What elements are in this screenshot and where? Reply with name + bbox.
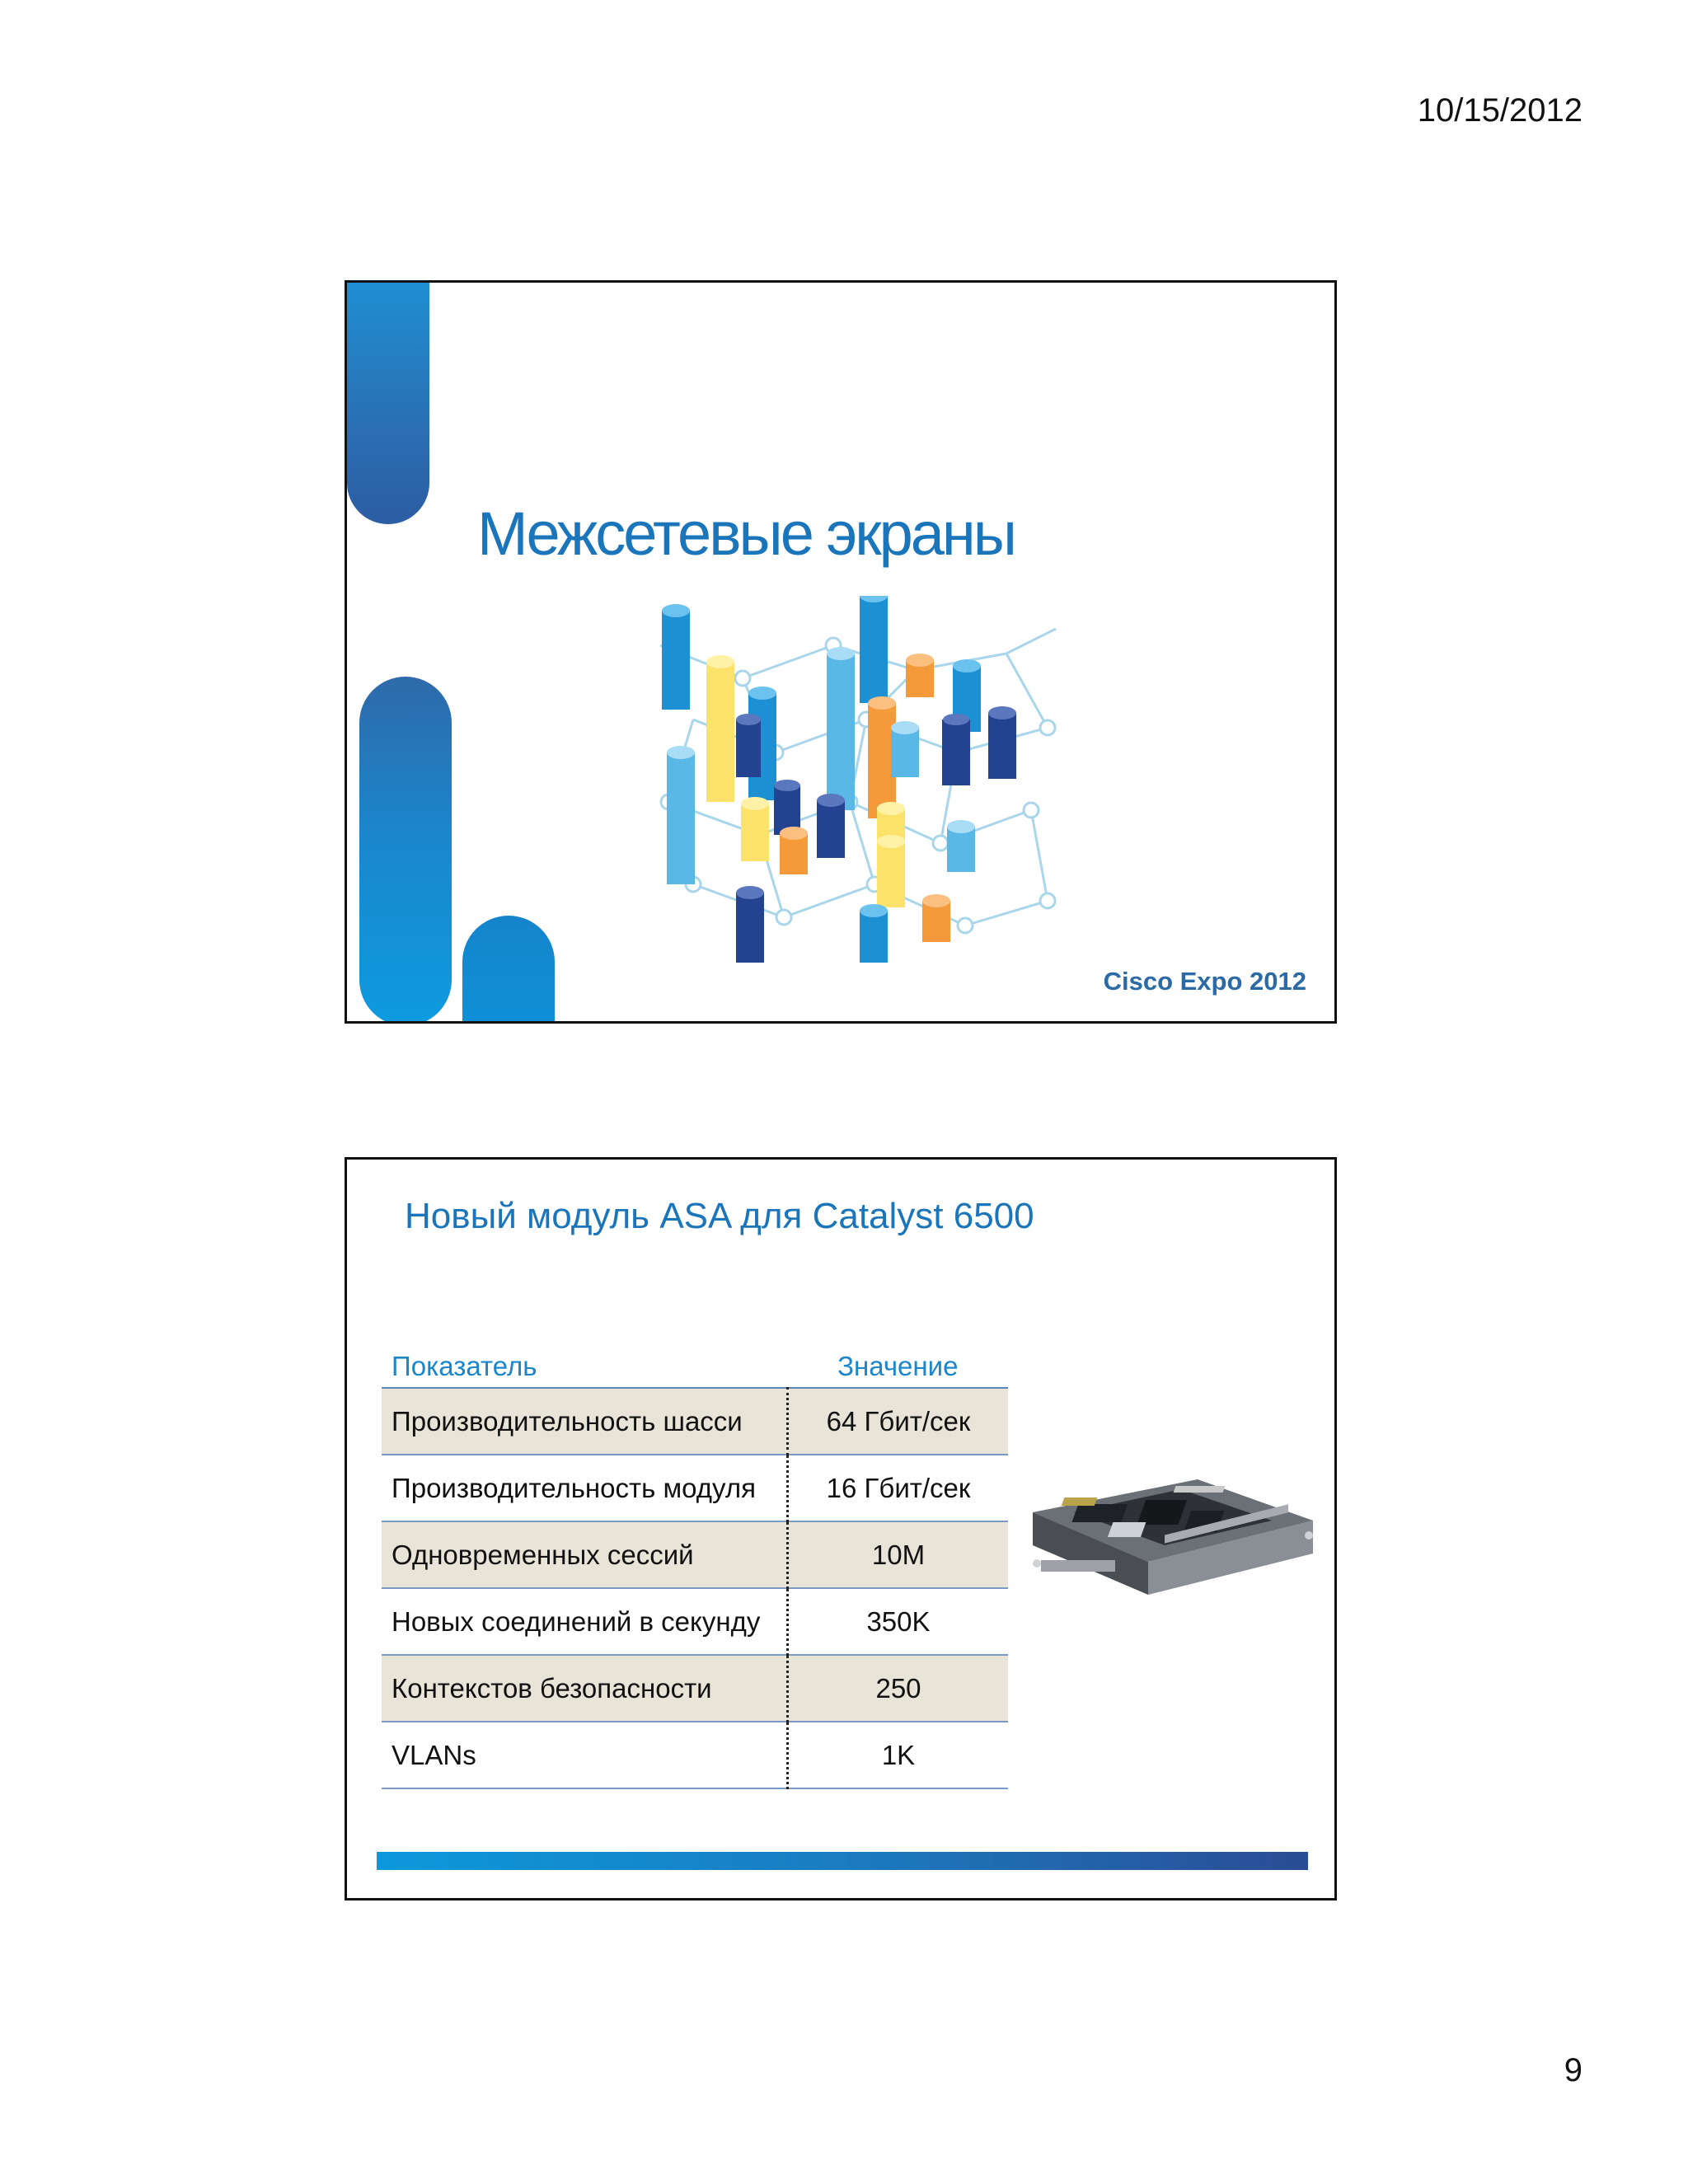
metric-cell: Новых соединений в секунду [382, 1588, 788, 1655]
page-date: 10/15/2012 [1417, 92, 1582, 129]
page-number: 9 [1564, 2052, 1582, 2088]
decorative-tall-pill [359, 677, 452, 1024]
network-cylinders-illustration [644, 596, 1072, 967]
metric-cell: Одновременных сессий [382, 1521, 788, 1588]
table-row [382, 1588, 1008, 1655]
metric-cell: Производительность шасси [382, 1388, 788, 1455]
slide-title: Новый модуль ASA для Catalyst 6500 [405, 1196, 1034, 1236]
slide-title-firewalls [345, 280, 1337, 1024]
value-cell: 250 [788, 1655, 1009, 1722]
column-header-metric: Показатель [382, 1341, 788, 1388]
decorative-top-bar [347, 283, 429, 524]
spec-table [382, 1341, 1008, 1789]
metric-cell: Производительность модуля [382, 1455, 788, 1521]
slide-asa-module [345, 1157, 1337, 1900]
asa-module-hardware-image [1025, 1471, 1321, 1628]
metric-cell: VLANs [382, 1722, 788, 1788]
cylinders [662, 596, 1016, 963]
slide-title: Межсетевые экраны [477, 499, 1015, 568]
column-header-value: Значение [788, 1341, 1009, 1388]
table-row [382, 1455, 1008, 1521]
table-header-row [382, 1341, 1008, 1388]
table-row [382, 1521, 1008, 1588]
brand-footer: Cisco Expo 2012 [1103, 967, 1306, 996]
decorative-short-pill [462, 916, 555, 1024]
table-row [382, 1722, 1008, 1788]
value-cell: 350K [788, 1588, 1009, 1655]
value-cell: 10M [788, 1521, 1009, 1588]
decorative-bottom-bar [377, 1852, 1308, 1870]
table-row [382, 1655, 1008, 1722]
value-cell: 64 Гбит/сек [788, 1388, 1009, 1455]
metric-cell: Контекстов безопасности [382, 1655, 788, 1722]
value-cell: 16 Гбит/сек [788, 1455, 1009, 1521]
value-cell: 1K [788, 1722, 1009, 1788]
table-row [382, 1388, 1008, 1455]
